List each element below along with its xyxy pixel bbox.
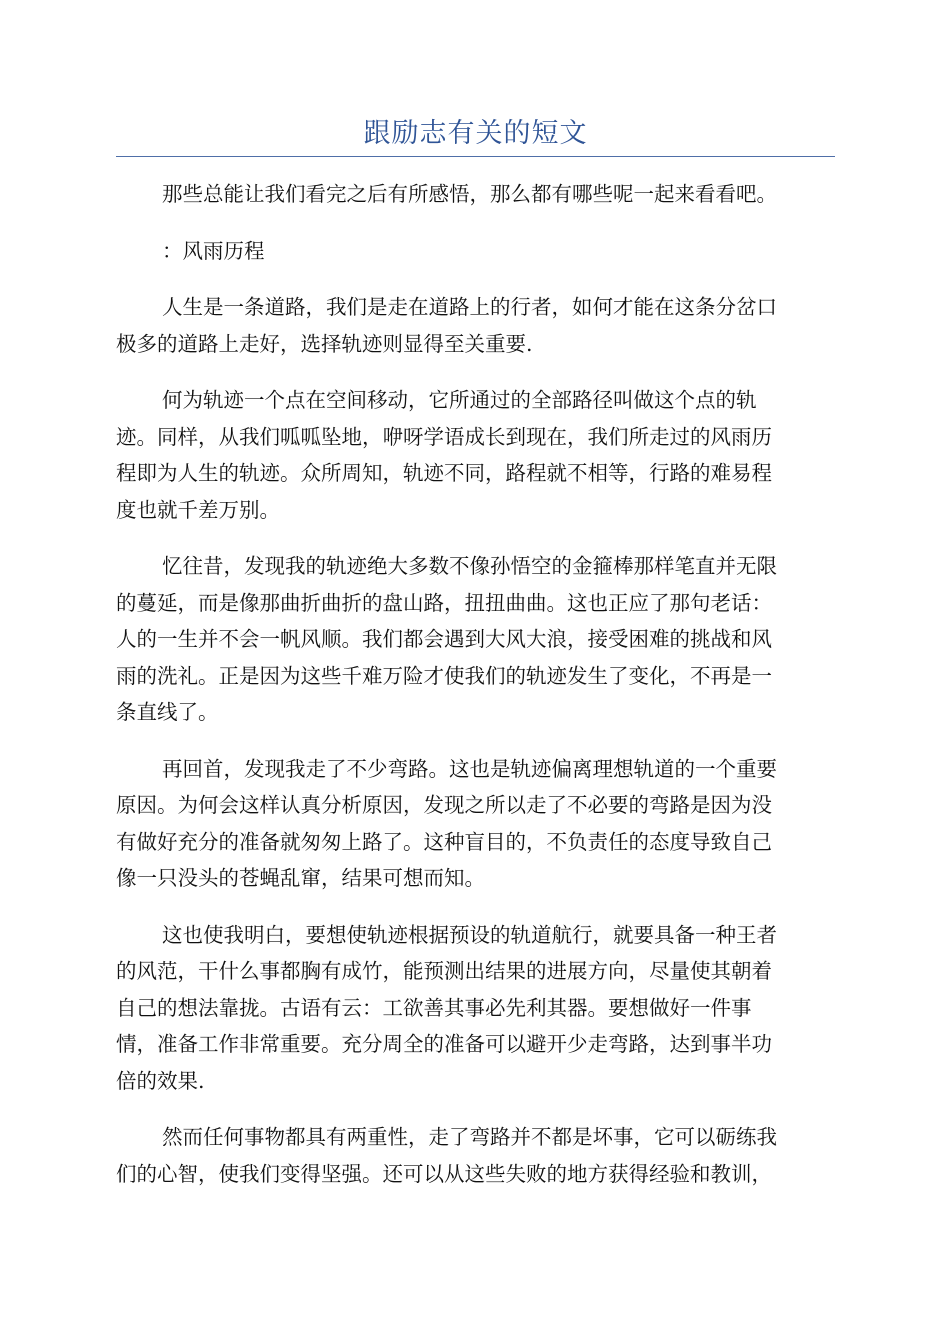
- text-line: 自己的想法靠拢。古语有云：工欲善其事必先利其器。要想做好一件事: [116, 995, 752, 1020]
- text-line: 的蔓延，而是像那曲折曲折的盘山路，扭扭曲曲。这也正应了那句老话：: [116, 590, 772, 615]
- text-line: 忆往昔，发现我的轨迹绝大多数不像孙悟空的金箍棒那样笔直并无限: [162, 554, 777, 578]
- text-line: 何为轨迹一个点在空间移动，它所通过的全部路径叫做这个点的轨: [162, 388, 757, 412]
- text-line: 人生是一条道路，我们是走在道路上的行者，如何才能在这条分岔口: [162, 295, 777, 319]
- text-line: 然而任何事物都具有两重性，走了弯路并不都是坏事，它可以砺练我: [162, 1125, 777, 1149]
- paragraph: [116, 233, 835, 270]
- paragraph: [116, 382, 835, 528]
- title-block: [116, 112, 835, 157]
- paragraph: [116, 751, 835, 897]
- text-line: 倍的效果.: [116, 1068, 205, 1093]
- text-line: 这也使我明白，要想使轨迹根据预设的轨道航行，就要具备一种王者: [162, 922, 777, 947]
- paragraph: [116, 548, 835, 731]
- text-line: 迹。同样，从我们呱呱坠地，咿呀学语成长到现在，我们所走过的风雨历: [116, 424, 772, 449]
- text-line: 再回首，发现我走了不少弯路。这也是轨迹偏离理想轨道的一个重要: [162, 756, 777, 781]
- paragraph: [116, 917, 835, 1100]
- paragraph: [116, 289, 835, 362]
- text-line: ：风雨历程: [162, 238, 265, 263]
- paragraph: [116, 176, 835, 213]
- document-title: 跟励志有关的短文: [363, 118, 588, 149]
- text-line: 那些总能让我们看完之后有所感悟，那么都有哪些呢一起来看看吧。: [162, 182, 777, 206]
- text-line: 的风范，干什么事都胸有成竹，能预测出结果的进展方向，尽量使其朝着: [116, 959, 772, 983]
- text-line: 极多的道路上走好，选择轨迹则显得至关重要.: [116, 331, 533, 356]
- text-line: 有做好充分的准备就匆匆上路了。这种盲目的，不负责任的态度导致自己: [116, 829, 772, 854]
- text-line: 度也就千差万别。: [116, 497, 280, 522]
- text-line: 情，准备工作非常重要。充分周全的准备可以避开少走弯路，达到事半功: [116, 1032, 772, 1056]
- document-body: [116, 176, 835, 1212]
- text-line: 条直线了。: [116, 700, 219, 724]
- text-line: 们的心智，使我们变得坚强。还可以从这些失败的地方获得经验和教训，: [116, 1161, 772, 1186]
- text-line: 人的一生并不会一帆风顺。我们都会遇到大风大浪，接受困难的挑战和风: [116, 627, 772, 651]
- text-line: 原因。为何会这样认真分析原因，发现之所以走了不必要的弯路是因为没: [116, 793, 772, 817]
- text-line: 雨的洗礼。正是因为这些千难万险才使我们的轨迹发生了变化，不再是一: [116, 663, 772, 688]
- text-line: 程即为人生的轨迹。众所周知，轨迹不同，路程就不相等，行路的难易程: [116, 461, 772, 485]
- text-line: 像一只没头的苍蝇乱窜，结果可想而知。: [116, 866, 485, 890]
- paragraph: [116, 1119, 835, 1192]
